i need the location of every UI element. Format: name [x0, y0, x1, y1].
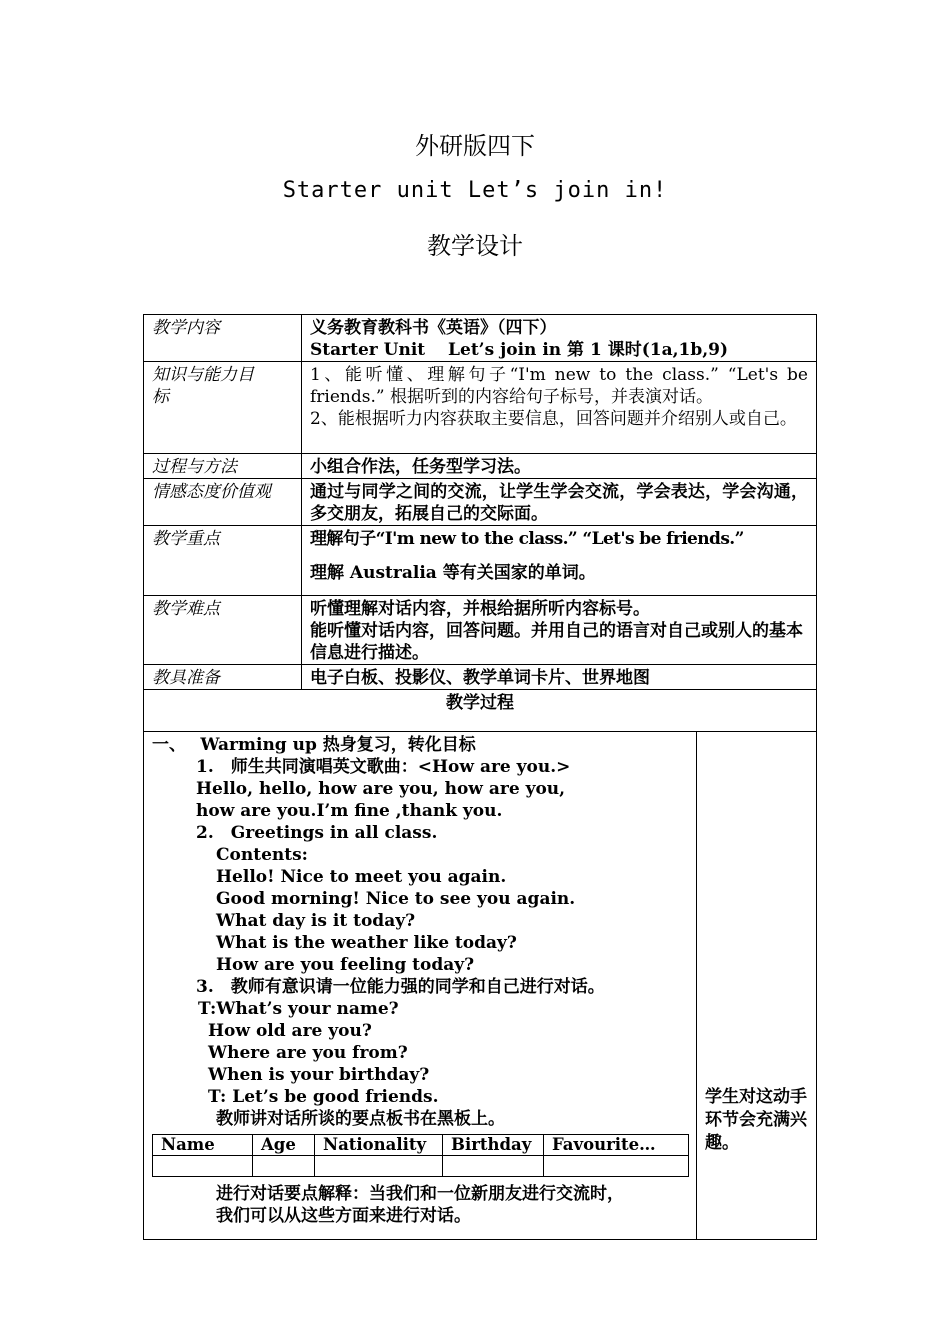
- contents-line: What day is it today?: [216, 911, 416, 931]
- info-col-birthday: Birthday: [443, 1135, 544, 1156]
- row-value-values: 通过与同学之间的交流，让学生学会交流，学会表达，学会沟通，多交朋友，拓展自己的交际面。: [302, 479, 817, 526]
- section-heading: 一、 Warming up 热身复习，转化目标: [152, 735, 476, 755]
- doc-title-design: 教学设计: [427, 232, 523, 260]
- table-row: [144, 596, 817, 665]
- row-value-tools: 电子白板、投影仪、教学单词卡片、世界地图: [302, 665, 817, 690]
- cell-line: Starter Unit Let’s join in 第 1 课时(1a,1b,9): [310, 340, 729, 360]
- table-row: [144, 732, 817, 1240]
- dialog-line: T:What’s your name?: [198, 999, 399, 1019]
- side-note-cell: [697, 732, 817, 1240]
- contents-line: Hello! Nice to meet you again.: [216, 867, 507, 887]
- explanation-line: 我们可以从这些方面来进行对话。: [216, 1206, 471, 1226]
- dialog-line: Where are you from?: [208, 1043, 408, 1063]
- info-table-header: [153, 1135, 689, 1156]
- row-value-objectives: [302, 362, 817, 454]
- info-cell: [443, 1156, 544, 1177]
- info-cell: [544, 1156, 689, 1177]
- contents-line: What is the weather like today?: [216, 933, 517, 953]
- row-label-method: 过程与方法: [144, 454, 302, 479]
- row-label-objectives: [144, 362, 302, 454]
- info-col-age: Age: [253, 1135, 315, 1156]
- info-cell: [315, 1156, 443, 1177]
- row-value-method: 小组合作法，任务型学习法。: [302, 454, 817, 479]
- table-row: [144, 690, 817, 732]
- info-col-nationality: Nationality: [315, 1135, 443, 1156]
- doc-title-unit: Starter unit Let’s join in!: [282, 178, 668, 203]
- table-row: [144, 362, 817, 454]
- process-content: [144, 732, 697, 1240]
- table-row: [144, 454, 817, 479]
- process-header: 教学过程: [144, 690, 817, 732]
- side-note: 学生对这动手环节会充满兴趣。: [705, 1087, 807, 1153]
- song-line: Hello, hello, how are you, how are you,: [196, 779, 566, 799]
- contents-line: Good morning! Nice to see you again.: [216, 889, 576, 909]
- cell-line: 2、能根据听力内容获取主要信息，回答问题并介绍别人或自己。: [310, 409, 797, 429]
- cell-line: 理解 Australia 等有关国家的单词。: [310, 563, 596, 583]
- cell-line: 理解句子“I'm new to the class.” “Let's be friends.”: [310, 529, 744, 549]
- lesson-plan-table: [143, 314, 817, 1240]
- table-row: [144, 315, 817, 362]
- list-item: 1. 师生共同演唱英文歌曲：<How are you.>: [196, 757, 571, 777]
- explanation-line: 进行对话要点解释：当我们和一位新朋友进行交流时，: [216, 1184, 624, 1204]
- song-line: how are you.I’m fine ,thank you.: [196, 801, 503, 821]
- cell-line: 1、能听懂、理解句子“I'm new to the class.” “Let's be friends.” 根据听到的内容给句子标号，并表演对话。: [310, 365, 808, 407]
- table-row: [144, 479, 817, 526]
- info-table: [152, 1134, 689, 1177]
- row-label-difficulty: 教学难点: [144, 596, 302, 665]
- label-text: 知识与能力目标: [152, 365, 254, 407]
- table-row: [144, 526, 817, 596]
- list-item: 3. 教师有意识请一位能力强的同学和自己进行对话。: [196, 977, 605, 997]
- cell-line: 能听懂对话内容，回答问题。并用自己的语言对自己或别人的基本信息进行描述。: [310, 621, 803, 663]
- dialog-line: How old are you?: [208, 1021, 372, 1041]
- contents-line: How are you feeling today?: [216, 955, 475, 975]
- dialog-line: T: Let’s be good friends.: [208, 1087, 439, 1107]
- cell-line: 义务教育教科书《英语》（四下）: [310, 318, 557, 338]
- dialog-line: When is your birthday?: [208, 1065, 430, 1085]
- row-value-difficulty: [302, 596, 817, 665]
- info-cell: [253, 1156, 315, 1177]
- info-table-empty-row: [153, 1156, 689, 1177]
- board-note: 教师讲对话所谈的要点板书在黑板上。: [216, 1109, 505, 1129]
- row-value-focus: [302, 526, 817, 596]
- info-cell: [153, 1156, 253, 1177]
- row-label-content: 教学内容: [144, 315, 302, 362]
- list-item: 2. Greetings in all class.: [196, 823, 438, 843]
- doc-title-publisher: 外研版四下: [415, 132, 535, 160]
- table-row: [144, 665, 817, 690]
- info-col-favourite: Favourite…: [544, 1135, 689, 1156]
- cell-line: 听懂理解对话内容，并根给据所听内容标号。: [310, 599, 650, 619]
- row-label-values: 情感态度价值观: [144, 479, 302, 526]
- row-value-content: [302, 315, 817, 362]
- info-col-name: Name: [153, 1135, 253, 1156]
- contents-line: Contents:: [216, 845, 308, 865]
- row-label-focus: 教学重点: [144, 526, 302, 596]
- row-label-tools: 教具准备: [144, 665, 302, 690]
